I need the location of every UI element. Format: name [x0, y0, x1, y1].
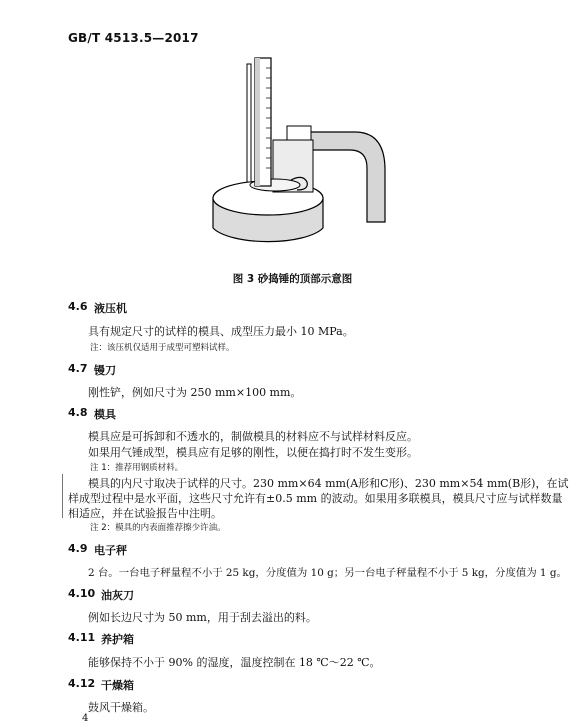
section-number: 4.11: [68, 631, 96, 644]
note: 注 1：推荐用钢质材料。: [90, 463, 184, 473]
paragraph: 如果用气锤成型，模具应有足够的刚性，以便在捣打时不发生变形。: [88, 446, 418, 459]
standard-code-header: GB/T 4513.5—2017: [68, 31, 199, 45]
paragraph: 2 台。一台电子秤量程不小于 25 kg，分度值为 10 g；另一台电子秤量程不小于 5 kg，分度值为 1 g。: [88, 567, 567, 579]
paragraph: 样成型过程中是水平面，这些尺寸允许有±0.5 mm 的波动。如果用多联模具，模具尺寸应与试样数量: [68, 492, 563, 505]
section-number: 4.12: [68, 677, 96, 690]
section-title: 液压机: [94, 302, 127, 315]
section-title: 养护箱: [101, 633, 134, 646]
paragraph: 模具应是可拆卸和不透水的，制做模具的材料应不与试样材料反应。: [88, 430, 418, 443]
paragraph: 能够保持不小于 90% 的湿度，温度控制在 18 ℃～22 ℃。: [88, 656, 381, 669]
figure-caption: 图 3 砂捣锤的顶部示意图: [232, 273, 353, 285]
rammer-head-figure: [205, 50, 390, 255]
paragraph: 例如长边尺寸为 50 mm，用于刮去溢出的料。: [88, 611, 317, 624]
section-title: 油灰刀: [101, 589, 134, 602]
paragraph: 相适应，并在试验报告中注明。: [68, 507, 222, 520]
section-number: 4.9: [68, 542, 88, 555]
section-number: 4.6: [68, 300, 88, 313]
section-number: 4.8: [68, 406, 88, 419]
section-title: 电子秤: [94, 544, 127, 557]
note: 注：该压机仅适用于成型可塑料试样。: [90, 343, 235, 353]
revision-bar: [62, 474, 63, 518]
section-title: 镘刀: [94, 364, 116, 377]
section-number: 4.10: [68, 587, 96, 600]
section-number: 4.7: [68, 362, 88, 375]
paragraph: 刚性铲，例如尺寸为 250 mm×100 mm。: [88, 386, 302, 399]
section-title: 干燥箱: [101, 679, 134, 692]
note: 注 2：模具的内表面推荐擦少许油。: [90, 523, 226, 533]
paragraph: 鼓风干燥箱。: [88, 701, 154, 714]
page-number: 4: [82, 713, 89, 724]
section-title: 模具: [94, 408, 116, 421]
paragraph: 模具的内尺寸取决于试样的尺寸。230 mm×64 mm(A形和C形)、230 mm×54 mm(B形)，在试: [88, 477, 569, 490]
paragraph: 具有规定尺寸的试样的模具、成型压力最小 10 MPa。: [88, 325, 354, 338]
